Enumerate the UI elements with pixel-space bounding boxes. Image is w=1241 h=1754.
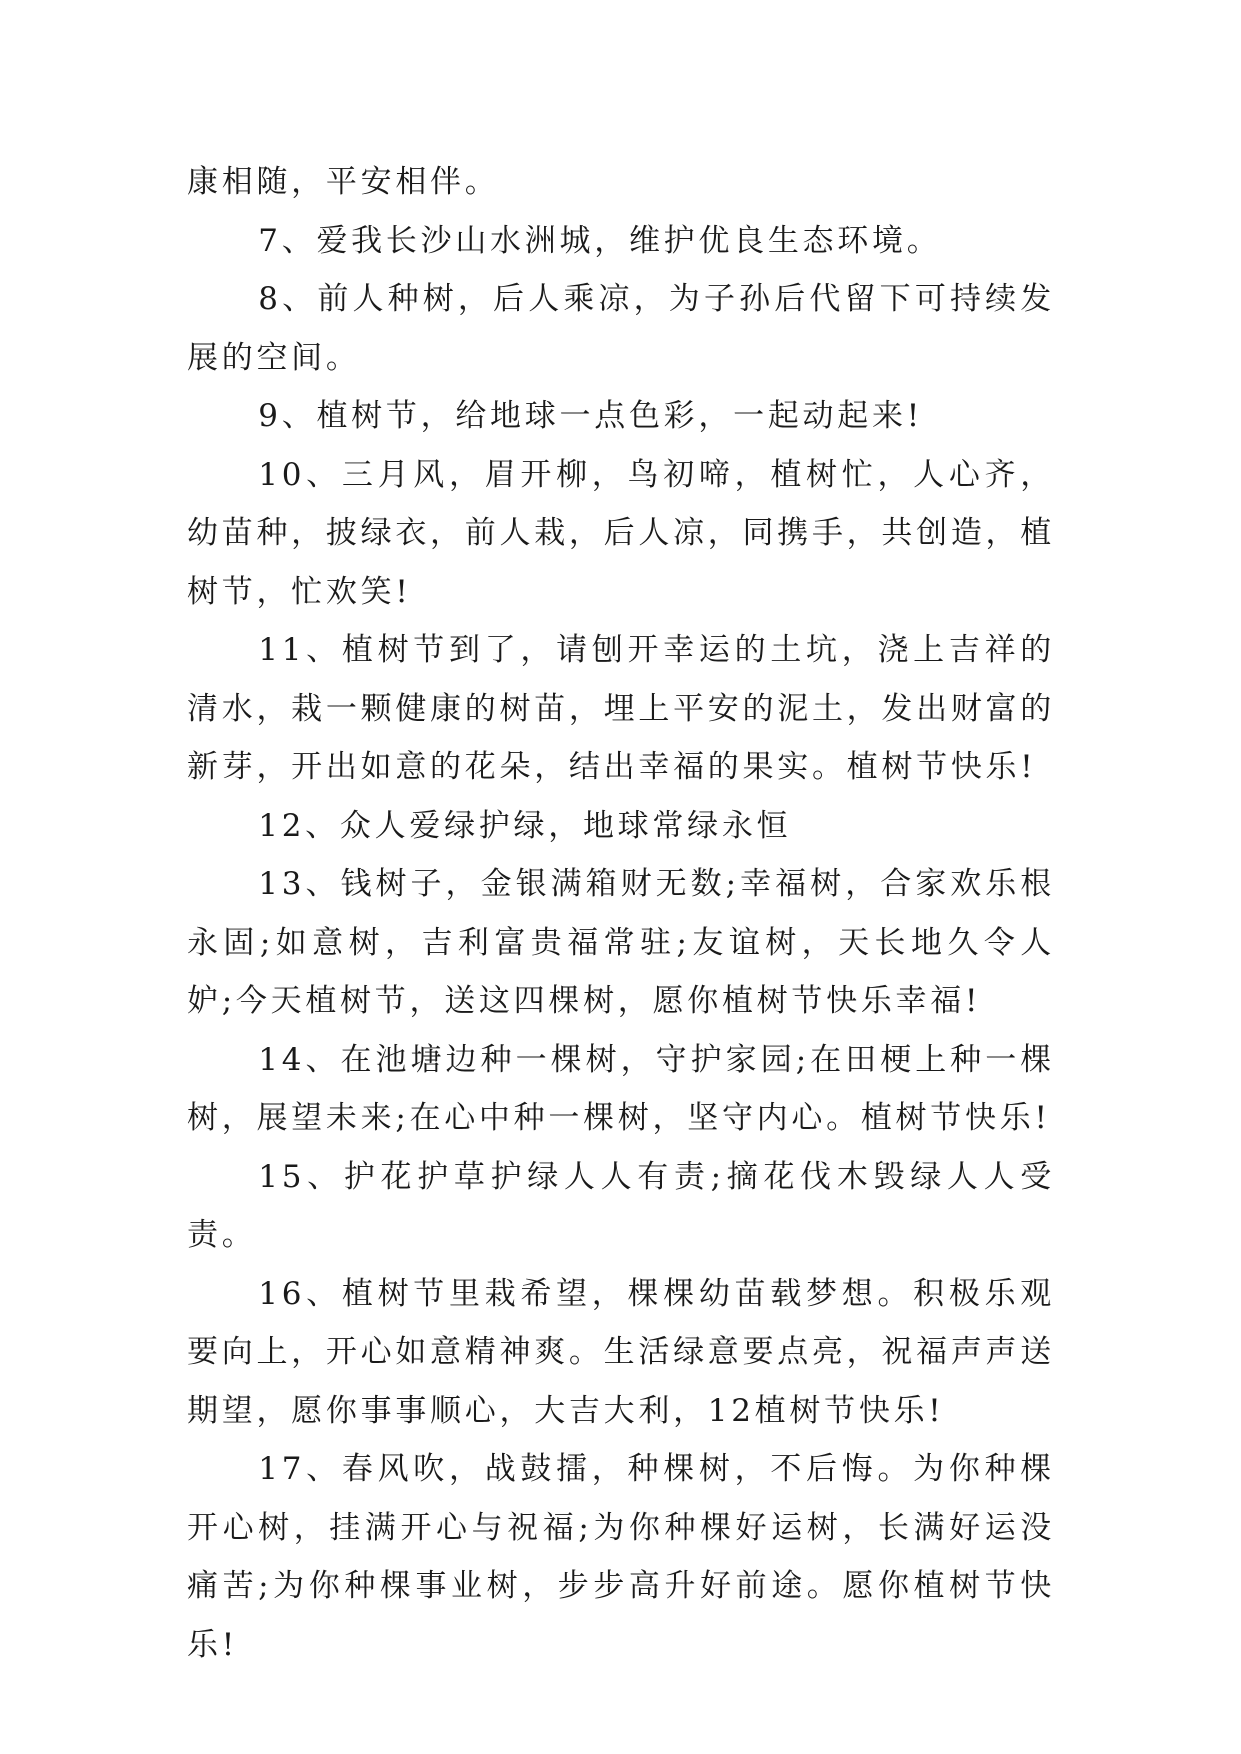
paragraph-continuation: 康相随，平安相伴。 xyxy=(187,164,500,200)
paragraph-item-13: 13、钱树子，金银满箱财无数;幸福树，合家欢乐根永固;如意树，吉利富贵福常驻;友谊树，天长地久令人妒;今天植树节，送这四棵树，愿你植树节快乐幸福! xyxy=(187,866,1055,1019)
paragraph-item-10: 10、三月风，眉开柳，鸟初啼，植树忙，人心齐，幼苗种，披绿衣，前人栽，后人凉，同携手，共创造，植树节，忙欢笑! xyxy=(187,456,1055,610)
paragraph-item-16: 16、植树节里栽希望，棵棵幼苗载梦想。积极乐观要向上，开心如意精神爽。生活绿意要点亮，祝福声声送期望，愿你事事顺心，大吉大利，12植树节快乐! xyxy=(187,1275,1055,1429)
paragraph-item-14: 14、在池塘边种一棵树，守护家园;在田梗上种一棵树，展望未来;在心中种一棵树，坚守内心。植树节快乐! xyxy=(187,1041,1055,1136)
document-body xyxy=(187,153,1055,1674)
paragraph-item-9: 9、植树节，给地球一点色彩，一起动起来! xyxy=(258,398,923,434)
paragraph-item-7: 7、爱我长沙山水洲城，维护优良生态环境。 xyxy=(258,222,942,259)
paragraph-item-15: 15、护花护草护绿人人有责;摘花伐木毁绿人人受责。 xyxy=(187,1158,1055,1253)
paragraph-item-12: 12、众人爱绿护绿，地球常绿永恒 xyxy=(258,807,792,844)
paragraph-item-11: 11、植树节到了，请刨开幸运的土坑，浇上吉祥的清水，栽一颗健康的树苗，埋上平安的泥土，发出财富的新芽，开出如意的花朵，结出幸福的果实。植树节快乐! xyxy=(187,632,1055,785)
paragraph-item-17: 17、春风吹，战鼓擂，种棵树，不后悔。为你种棵开心树，挂满开心与祝福;为你种棵好运树，长满好运没痛苦;为你种棵事业树，步步高升好前途。愿你植树节快乐! xyxy=(187,1451,1055,1663)
paragraph-item-8: 8、前人种树，后人乘凉，为子孙后代留下可持续发展的空间。 xyxy=(187,281,1055,376)
